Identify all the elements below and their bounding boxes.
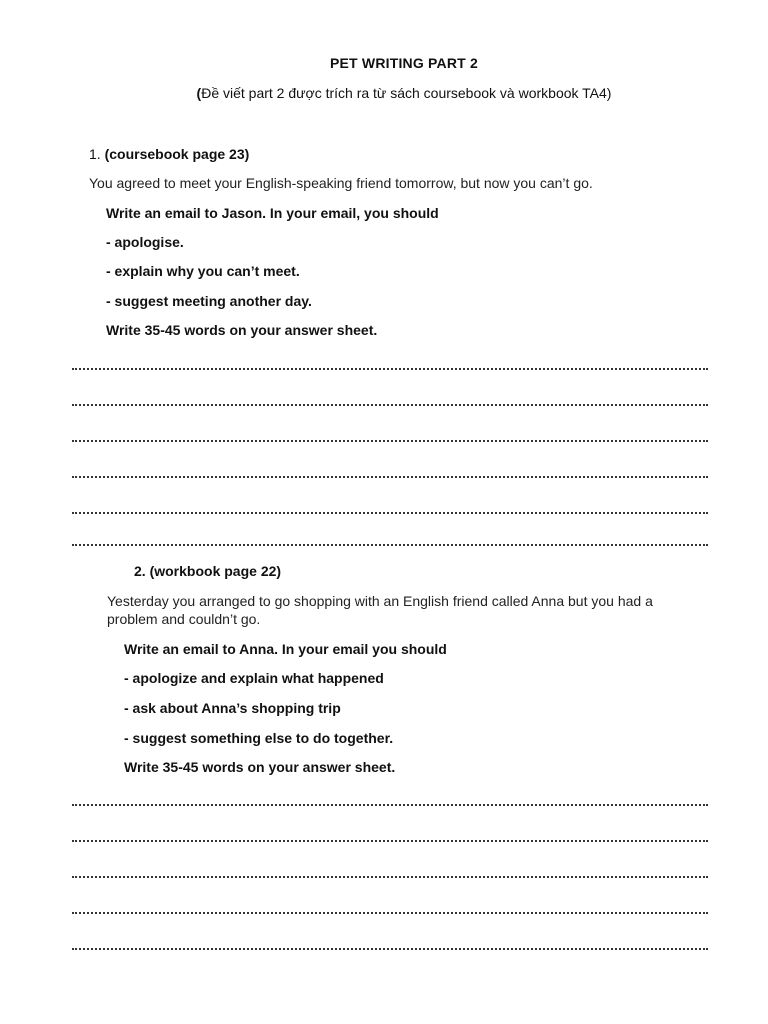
question-2-word-count: Write 35-45 words on your answer sheet. <box>124 759 396 775</box>
answer-line[interactable] <box>72 838 708 842</box>
question-1-source: (coursebook page 23) <box>104 146 250 162</box>
subtitle-open-paren: ( <box>196 85 202 101</box>
question-1-heading <box>89 146 249 162</box>
question-2-heading <box>134 563 281 579</box>
question-1-point-3: - suggest meeting another day. <box>106 293 312 309</box>
question-1-point-1: - apologise. <box>106 234 184 250</box>
answer-line[interactable] <box>72 874 708 878</box>
question-2-prompt: Yesterday you arranged to go shopping with an English friend called Anna but you had a problem and couldn’t go. <box>107 593 653 627</box>
subtitle-text: Đề viết part 2 được trích ra từ sách coursebook và workbook TA4) <box>201 85 612 101</box>
question-1-number: 1. <box>89 146 101 162</box>
page-subtitle <box>0 85 768 101</box>
question-1-word-count: Write 35-45 words on your answer sheet. <box>106 322 378 338</box>
answer-line[interactable] <box>72 946 708 950</box>
question-1-point-2: - explain why you can’t meet. <box>106 263 300 279</box>
question-2-number: 2. <box>134 563 146 579</box>
answer-line[interactable] <box>72 802 708 806</box>
question-1-instruction: Write an email to Jason. In your email, you should <box>106 205 439 221</box>
answer-line[interactable] <box>72 402 708 406</box>
answer-line[interactable] <box>72 438 708 442</box>
question-2-point-2: - ask about Anna’s shopping trip <box>124 700 341 716</box>
answer-line[interactable] <box>72 474 708 478</box>
answer-line[interactable] <box>72 510 708 514</box>
question-2-source: (workbook page 22) <box>149 563 282 579</box>
question-1-prompt: You agreed to meet your English-speaking friend tomorrow, but now you can’t go. <box>89 175 593 191</box>
answer-line[interactable] <box>72 366 708 370</box>
page-title: PET WRITING PART 2 <box>329 55 478 71</box>
answer-line[interactable] <box>72 542 708 546</box>
answer-line[interactable] <box>72 910 708 914</box>
question-2-point-1: - apologize and explain what happened <box>124 670 384 686</box>
question-2-instruction: Write an email to Anna. In your email you should <box>124 641 447 657</box>
question-2-point-3: - suggest something else to do together. <box>124 730 394 746</box>
